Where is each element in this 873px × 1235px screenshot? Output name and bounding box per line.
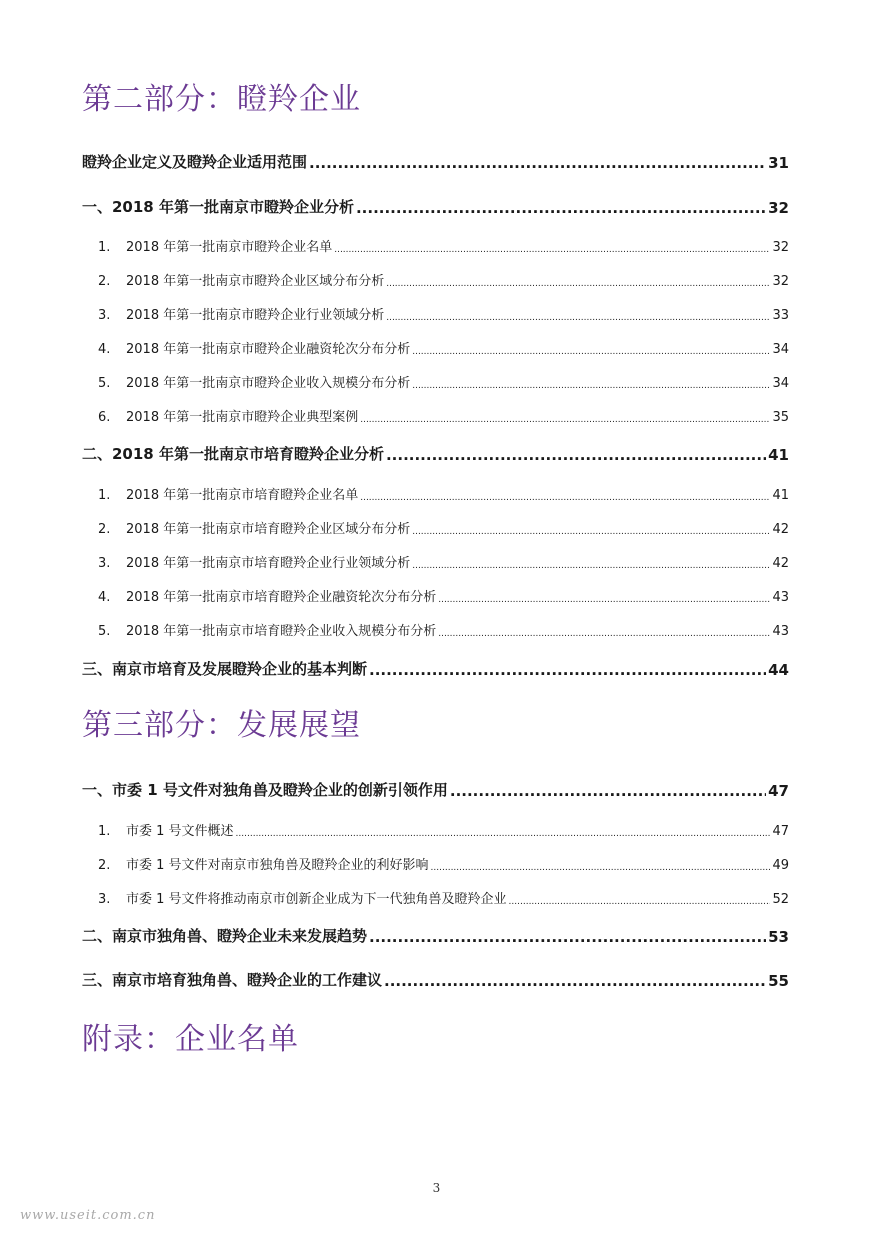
toc-page-number: 53 bbox=[768, 928, 789, 946]
toc-entry-label bbox=[98, 820, 234, 839]
toc-entry-label bbox=[98, 854, 429, 873]
toc-subentry[interactable] bbox=[98, 515, 789, 537]
toc-page-number: 33 bbox=[772, 308, 789, 323]
toc-entry-basic-judgment[interactable] bbox=[82, 657, 789, 679]
toc-subentry[interactable] bbox=[98, 549, 789, 571]
toc-entry-label bbox=[98, 888, 507, 907]
toc-entry-text: 2018 年第一批南京市瞪羚企业典型案例 bbox=[126, 410, 359, 425]
toc-page-number: 42 bbox=[772, 522, 789, 537]
toc-entry-number: 2. bbox=[98, 522, 111, 537]
toc-entry-label: 二、南京市独角兽、瞪羚企业未来发展趋势 bbox=[82, 927, 368, 945]
toc-subentry[interactable] bbox=[98, 851, 789, 873]
toc-entry-text: 市委 1 号文件对南京市独角兽及瞪羚企业的利好影响 bbox=[126, 858, 429, 873]
watermark: www.useit.com.cn bbox=[20, 1208, 156, 1223]
toc-entry-text: 2018 年第一批南京市瞪羚企业收入规模分布分析 bbox=[126, 376, 411, 391]
dot-leader bbox=[356, 199, 766, 217]
toc-entry-gazelle-analysis[interactable] bbox=[82, 195, 789, 217]
toc-page-number: 41 bbox=[768, 446, 789, 464]
toc-entry-number: 1. bbox=[98, 488, 111, 503]
toc-subentry[interactable] bbox=[98, 369, 789, 391]
dot-leader bbox=[412, 561, 770, 571]
toc-entry-text: 2018 年第一批南京市培育瞪羚企业区域分布分析 bbox=[126, 522, 411, 537]
dot-leader bbox=[334, 245, 770, 255]
dot-leader bbox=[236, 829, 771, 839]
toc-subentry[interactable] bbox=[98, 885, 789, 907]
toc-entry-text: 2018 年第一批南京市培育瞪羚企业收入规模分布分析 bbox=[126, 624, 437, 639]
toc-subentry[interactable] bbox=[98, 403, 789, 425]
toc-page-number: 47 bbox=[772, 824, 789, 839]
toc-subentry[interactable] bbox=[98, 481, 789, 503]
dot-leader bbox=[438, 595, 770, 605]
toc-entry-label bbox=[98, 270, 384, 289]
toc-entry-number: 3. bbox=[98, 308, 111, 323]
section-title-appendix: 附录：企业名单 bbox=[82, 1022, 299, 1057]
toc-page-number: 43 bbox=[772, 590, 789, 605]
toc-entry-number: 3. bbox=[98, 892, 111, 907]
toc-entry-text: 市委 1 号文件将推动南京市创新企业成为下一代独角兽及瞪羚企业 bbox=[126, 892, 507, 907]
toc-page-number: 55 bbox=[768, 972, 789, 990]
toc-entry-label: 一、市委 1 号文件对独角兽及瞪羚企业的创新引领作用 bbox=[82, 781, 448, 799]
toc-entry-label: 瞪羚企业定义及瞪羚企业适用范围 bbox=[82, 153, 308, 171]
toc-entry-number: 2. bbox=[98, 858, 111, 873]
toc-page-number: 47 bbox=[768, 782, 789, 800]
toc-entry-number: 1. bbox=[98, 824, 111, 839]
toc-subentry[interactable] bbox=[98, 267, 789, 289]
toc-entry-text: 市委 1 号文件概述 bbox=[126, 824, 234, 839]
section-title-part2: 第二部分：瞪羚企业 bbox=[82, 82, 361, 117]
toc-page-number: 35 bbox=[772, 410, 789, 425]
toc-entry-document-one-role[interactable] bbox=[82, 778, 789, 800]
toc-subentry[interactable] bbox=[98, 583, 789, 605]
toc-page-number: 44 bbox=[768, 661, 789, 679]
toc-subentry[interactable] bbox=[98, 233, 789, 255]
toc-entry-label bbox=[98, 620, 436, 639]
dot-leader bbox=[384, 972, 766, 990]
dot-leader bbox=[431, 863, 771, 873]
toc-entry-text: 2018 年第一批南京市瞪羚企业区域分布分析 bbox=[126, 274, 385, 289]
toc-entry-label: 三、南京市培育独角兽、瞪羚企业的工作建议 bbox=[82, 971, 383, 989]
dot-leader bbox=[412, 381, 770, 391]
toc-entry-label: 二、2018 年第一批南京市培育瞪羚企业分析 bbox=[82, 445, 384, 463]
toc-subentry[interactable] bbox=[98, 817, 789, 839]
toc-entry-label bbox=[98, 518, 410, 537]
toc-subentry[interactable] bbox=[98, 617, 789, 639]
toc-page-number: 32 bbox=[768, 199, 789, 217]
toc-entry-label bbox=[98, 484, 358, 503]
dot-leader bbox=[386, 313, 770, 323]
toc-page-number: 34 bbox=[772, 342, 789, 357]
dot-leader bbox=[369, 661, 766, 679]
dot-leader bbox=[412, 347, 770, 357]
toc-entry-text: 2018 年第一批南京市瞪羚企业融资轮次分布分析 bbox=[126, 342, 411, 357]
dot-leader bbox=[450, 782, 766, 800]
toc-entry-text: 2018 年第一批南京市瞪羚企业行业领域分析 bbox=[126, 308, 385, 323]
dot-leader bbox=[509, 897, 771, 907]
toc-entry-gazelle-definition[interactable] bbox=[82, 150, 789, 172]
toc-page-number: 32 bbox=[772, 274, 789, 289]
toc-entry-number: 5. bbox=[98, 624, 111, 639]
dot-leader bbox=[438, 629, 770, 639]
toc-entry-label bbox=[98, 372, 410, 391]
toc-entry-number: 6. bbox=[98, 410, 111, 425]
toc-entry-number: 4. bbox=[98, 342, 111, 357]
toc-entry-future-trends[interactable] bbox=[82, 924, 789, 946]
dot-leader bbox=[412, 527, 770, 537]
toc-entry-cultivated-gazelle-analysis[interactable] bbox=[82, 442, 789, 464]
toc-entry-label bbox=[98, 304, 384, 323]
toc-entry-label bbox=[98, 406, 358, 425]
toc-entry-text: 2018 年第一批南京市培育瞪羚企业行业领域分析 bbox=[126, 556, 411, 571]
toc-entry-label bbox=[98, 586, 436, 605]
toc-entry-number: 5. bbox=[98, 376, 111, 391]
toc-entry-number: 3. bbox=[98, 556, 111, 571]
toc-entry-label bbox=[98, 552, 410, 571]
toc-subentry[interactable] bbox=[98, 301, 789, 323]
section-title-part3: 第三部分：发展展望 bbox=[82, 708, 361, 743]
toc-entry-label: 三、南京市培育及发展瞪羚企业的基本判断 bbox=[82, 660, 368, 678]
toc-page-number: 43 bbox=[772, 624, 789, 639]
toc-page-number: 32 bbox=[772, 240, 789, 255]
dot-leader bbox=[360, 415, 770, 425]
toc-entry-label bbox=[98, 236, 332, 255]
toc-entry-label bbox=[98, 338, 410, 357]
toc-subentry[interactable] bbox=[98, 335, 789, 357]
toc-page-number: 52 bbox=[772, 892, 789, 907]
toc-entry-number: 2. bbox=[98, 274, 111, 289]
toc-entry-number: 1. bbox=[98, 240, 111, 255]
dot-leader bbox=[369, 928, 766, 946]
toc-page-number: 31 bbox=[768, 154, 789, 172]
toc-page-number: 41 bbox=[772, 488, 789, 503]
toc-entry-text: 2018 年第一批南京市培育瞪羚企业融资轮次分布分析 bbox=[126, 590, 437, 605]
toc-page-number: 34 bbox=[772, 376, 789, 391]
toc-page-number: 42 bbox=[772, 556, 789, 571]
page-number: 3 bbox=[432, 1181, 441, 1195]
toc-entry-work-suggestions[interactable] bbox=[82, 968, 789, 990]
toc-entry-text: 2018 年第一批南京市培育瞪羚企业名单 bbox=[126, 488, 359, 503]
dot-leader bbox=[309, 154, 766, 172]
toc-entry-number: 4. bbox=[98, 590, 111, 605]
toc-page-number: 49 bbox=[772, 858, 789, 873]
dot-leader bbox=[360, 493, 770, 503]
toc-entry-label: 一、2018 年第一批南京市瞪羚企业分析 bbox=[82, 198, 354, 216]
dot-leader bbox=[386, 279, 770, 289]
toc-entry-text: 2018 年第一批南京市瞪羚企业名单 bbox=[126, 240, 333, 255]
dot-leader bbox=[386, 446, 766, 464]
